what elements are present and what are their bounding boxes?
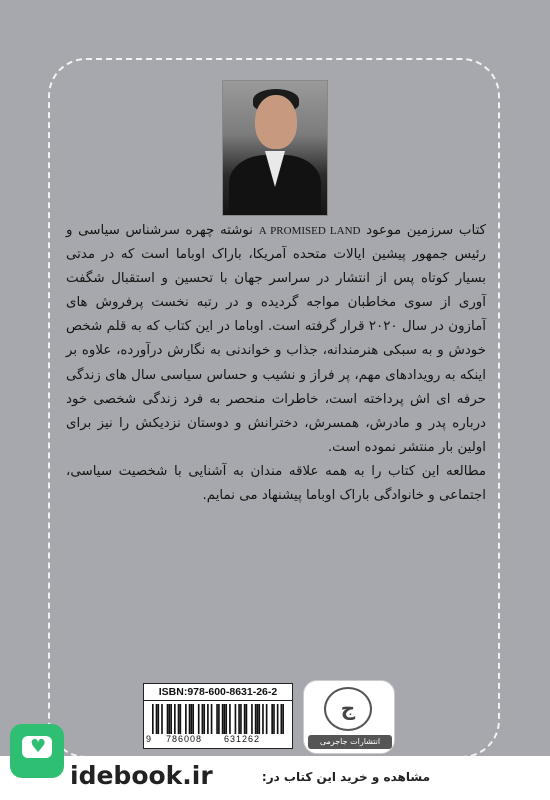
barcode-bar: [282, 704, 284, 734]
barcode-bars-graphic: [152, 704, 286, 734]
barcode-bar: [240, 704, 242, 734]
barcode-bar: [218, 704, 220, 734]
barcode-bar: [189, 704, 191, 734]
barcode-bar: [262, 704, 264, 734]
barcode-digits: [144, 734, 292, 748]
description-paragraph-1: کتاب سرزمین موعود A PROMISED LAND نوشته چهره سرشناس سیاسی و رئیس جمهور پیشین ایالات متحده آمریکا، باراک اوباما است که در مدتی بسیار کوتاه پس از انتشار در سراسر جهان با تحسین و استقبال شگفت آوری از سوی مخاطبان مواجه گردیده و در رتبه نخست پرفروش های آمازون در سال ۲۰۲۰ قرار گرفته است. اوباما در این کتاب که به قلم شخص خودش و به سبکی هنرمندانه، جذاب و خواندنی به نگارش درآورده، علاوه بر اینکه به رویدادهای مهم، پر فراز و نشیب و حساس سیاسی سال های زندگی حرفه ای اش پرداخته است، خاطرات منحصر به فرد زندگی شخصی خود درباره پدر و مادرش، همسرش، دخترانش و دوستان نزدیکش را نیز برای اولین بار منتشر نموده است.: [66, 223, 487, 455]
barcode-bar: [238, 704, 240, 734]
isbn-barcode: [143, 683, 293, 749]
photo-head: [255, 95, 297, 149]
isbn-label: ISBN:978-600-8631-26-2: [144, 684, 292, 701]
barcode-lead-digit: 9: [146, 734, 152, 744]
barcode-bar: [224, 704, 226, 734]
barcode-bar: [229, 704, 231, 734]
barcode-bar: [203, 704, 205, 734]
barcode-bar: [225, 704, 227, 734]
barcode-bar: [198, 704, 200, 734]
barcode-bar: [257, 704, 259, 734]
footer-message: مشاهده و خرید این کتاب در:: [261, 770, 430, 784]
barcode-bar: [211, 704, 213, 734]
barcode-bar: [216, 704, 218, 734]
barcode-bar: [158, 704, 160, 734]
barcode-bar: [244, 704, 246, 734]
barcode-bar: [169, 704, 171, 734]
barcode-bar: [152, 704, 154, 734]
barcode-bar: [235, 704, 237, 734]
idebook-logo-text[interactable]: idebook.ir: [70, 761, 213, 790]
barcode-bar: [277, 704, 279, 734]
barcode-bar: [161, 704, 163, 734]
barcode-bar: [202, 704, 204, 734]
barcode-bars: [152, 704, 286, 734]
barcode-bar: [156, 704, 158, 734]
barcode-bar: [167, 704, 169, 734]
barcode-bar: [251, 704, 253, 734]
barcode-left-group: 786008: [166, 734, 203, 744]
barcode-bar: [273, 704, 275, 734]
description-paragraph-2: مطالعه این کتاب را به همه علاقه مندان به آشنایی با شخصیت سیاسی، اجتماعی و خانوادگی باراک اوباما پیشنهاد می نمایم.: [66, 463, 486, 504]
barcode-bar: [178, 704, 180, 734]
publisher-logo: [303, 680, 395, 754]
barcode-bar: [246, 704, 248, 734]
publisher-name: انتشارات جاجرمی: [308, 735, 392, 749]
publisher-mark: ج: [340, 696, 356, 720]
barcode-bar: [280, 704, 282, 734]
barcode-bar: [191, 704, 193, 734]
barcode-bar: [271, 704, 273, 734]
barcode-bar: [170, 704, 172, 734]
barcode-bar: [266, 704, 268, 734]
barcode-bar: [258, 704, 260, 734]
author-photo: [222, 80, 328, 216]
book-description: [66, 219, 486, 508]
barcode-bar: [185, 704, 187, 734]
barcode-bar: [180, 704, 182, 734]
idebook-heart-icon[interactable]: [10, 724, 64, 778]
barcode-right-group: 631262: [224, 734, 261, 744]
barcode-bar: [207, 704, 209, 734]
english-book-title: A PROMISED LAND: [258, 225, 361, 237]
barcode-bar: [192, 704, 194, 734]
barcode-bar: [222, 704, 224, 734]
barcode-bar: [255, 704, 257, 734]
barcode-bar: [174, 704, 176, 734]
